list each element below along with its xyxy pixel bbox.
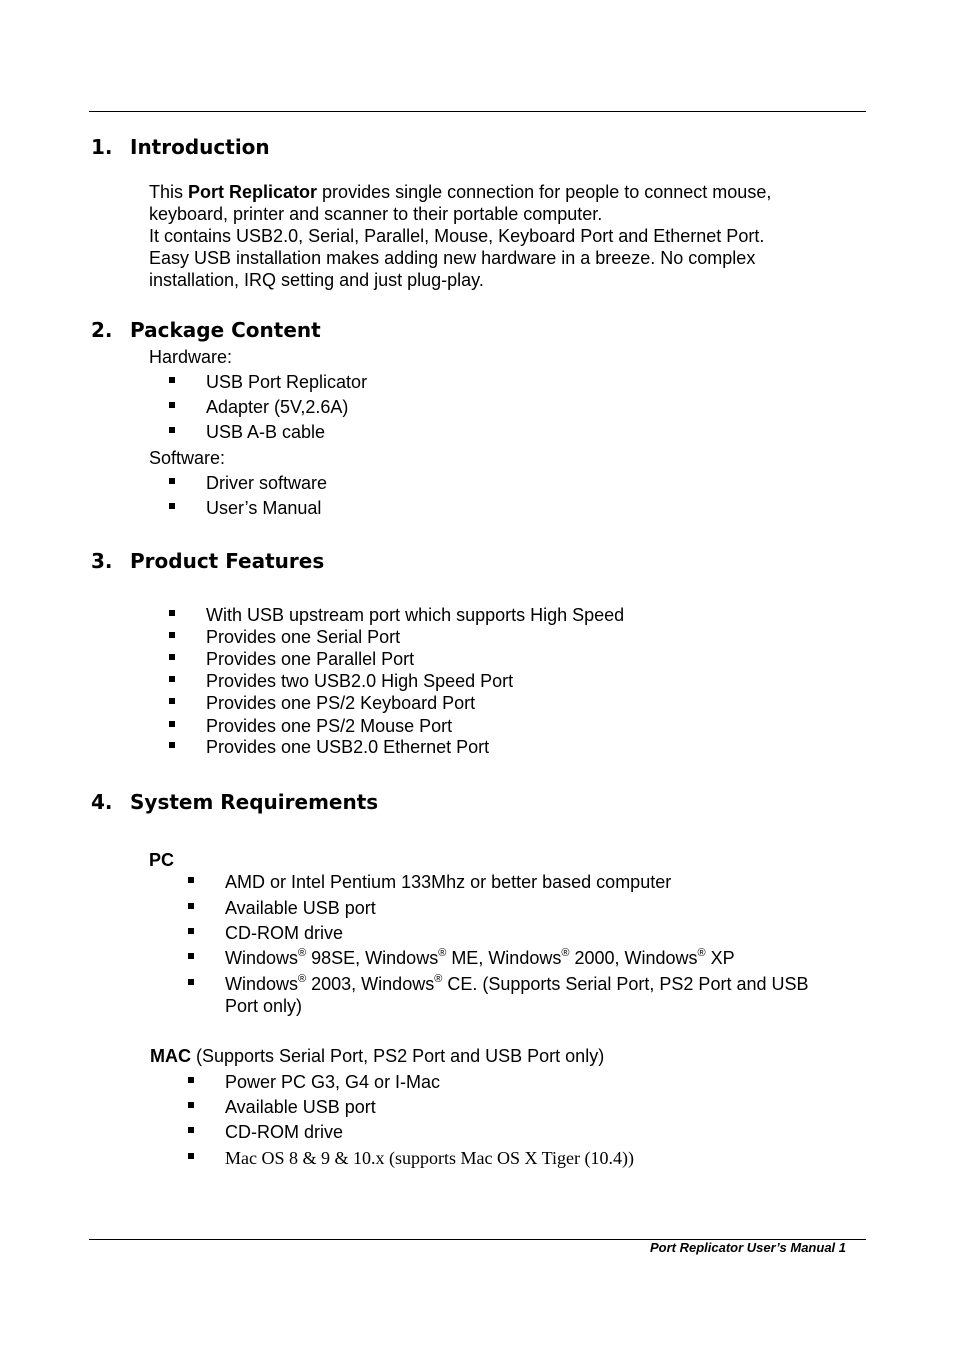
list-item: Adapter (5V,2.6A) (0, 396, 954, 418)
bullet-icon (169, 478, 175, 484)
intro-text: provides single connection for people to connect mouse, (317, 182, 772, 202)
bullet-icon (169, 742, 175, 748)
list-item: Available USB port (0, 897, 954, 919)
intro-line: installation, IRQ setting and just plug-play. (149, 270, 484, 290)
bullet-icon (169, 377, 175, 383)
bullet-icon (188, 903, 194, 909)
list-item: Provides one Serial Port (0, 626, 954, 648)
section-title: Product Features (130, 549, 325, 573)
section-number: 1. (91, 135, 113, 159)
bullet-icon (188, 1153, 194, 1159)
intro-line: It contains USB2.0, Serial, Parallel, Mouse, Keyboard Port and Ethernet Port. (149, 226, 765, 246)
bullet-icon (169, 654, 175, 660)
mac-heading (150, 1045, 604, 1067)
list-item: AMD or Intel Pentium 133Mhz or better based computer (0, 871, 954, 893)
page-footer: Port Replicator User’s Manual 1 (649, 1240, 846, 1255)
list-item: Mac OS 8 & 9 & 10.x (supports Mac OS X Tiger (10.4)) (0, 1147, 954, 1169)
registered-mark: ® (697, 947, 706, 959)
list-item: Provides one PS/2 Mouse Port (0, 715, 954, 737)
bullet-icon (188, 979, 194, 985)
section-heading-introduction (91, 135, 270, 159)
bullet-icon (169, 427, 175, 433)
list-item: Provides one Parallel Port (0, 648, 954, 670)
registered-mark: ® (298, 973, 307, 985)
bullet-icon (188, 1102, 194, 1108)
list-item: Power PC G3, G4 or I-Mac (0, 1071, 954, 1093)
software-label: Software: (149, 448, 226, 468)
section-title: System Requirements (130, 790, 379, 814)
bullet-icon (188, 877, 194, 883)
hardware-label: Hardware: (149, 347, 233, 367)
mac-note: (Supports Serial Port, PS2 Port and USB Port only) (191, 1046, 605, 1066)
section-heading-system-requirements (91, 790, 378, 814)
list-item: With USB upstream port which supports High Speed (0, 604, 954, 626)
intro-paragraph (149, 181, 771, 291)
list-item: Available USB port (0, 1096, 954, 1118)
mac-label: MAC (150, 1046, 191, 1066)
bullet-icon (169, 632, 175, 638)
section-title: Introduction (130, 135, 270, 159)
list-item: Driver software (0, 472, 954, 494)
registered-mark: ® (434, 973, 443, 985)
bullet-icon (169, 610, 175, 616)
list-item: User’s Manual (0, 497, 954, 519)
list-item: CD-ROM drive (0, 922, 954, 944)
top-rule (89, 111, 866, 112)
intro-line-1 (149, 181, 771, 203)
registered-mark: ® (438, 947, 447, 959)
bullet-icon (169, 402, 175, 408)
product-name: Port Replicator (188, 182, 318, 202)
intro-text: This (149, 182, 189, 202)
list-item: Provides two USB2.0 High Speed Port (0, 670, 954, 692)
list-item: USB Port Replicator (0, 371, 954, 393)
bullet-icon (169, 676, 175, 682)
registered-mark: ® (298, 947, 307, 959)
list-item: Provides one USB2.0 Ethernet Port (0, 736, 954, 758)
section-title: Package Content (130, 318, 321, 342)
list-item: CD-ROM drive (0, 1121, 954, 1143)
list-item-windows: Windows® 2003, Windows® CE. (Supports Serial Port, PS2 Port and USB Port only) (0, 973, 954, 1017)
intro-line: keyboard, printer and scanner to their portable computer. (149, 204, 603, 224)
section-heading-package-content (91, 318, 321, 342)
bullet-icon (169, 503, 175, 509)
bullet-icon (188, 1077, 194, 1083)
section-number: 4. (91, 790, 113, 814)
list-item: USB A-B cable (0, 421, 954, 443)
list-item: Provides one PS/2 Keyboard Port (0, 692, 954, 714)
bullet-icon (188, 1127, 194, 1133)
intro-line: Easy USB installation makes adding new hardware in a breeze. No complex (149, 248, 756, 268)
bullet-icon (169, 721, 175, 727)
bullet-icon (188, 953, 194, 959)
section-heading-product-features (91, 549, 324, 573)
section-number: 2. (91, 318, 113, 342)
registered-mark: ® (561, 947, 570, 959)
section-number: 3. (91, 549, 113, 573)
bullet-icon (188, 928, 194, 934)
pc-label: PC (149, 850, 175, 870)
list-item-windows: Windows® 98SE, Windows® ME, Windows® 2000, Windows® XP (0, 947, 954, 969)
bullet-icon (169, 698, 175, 704)
